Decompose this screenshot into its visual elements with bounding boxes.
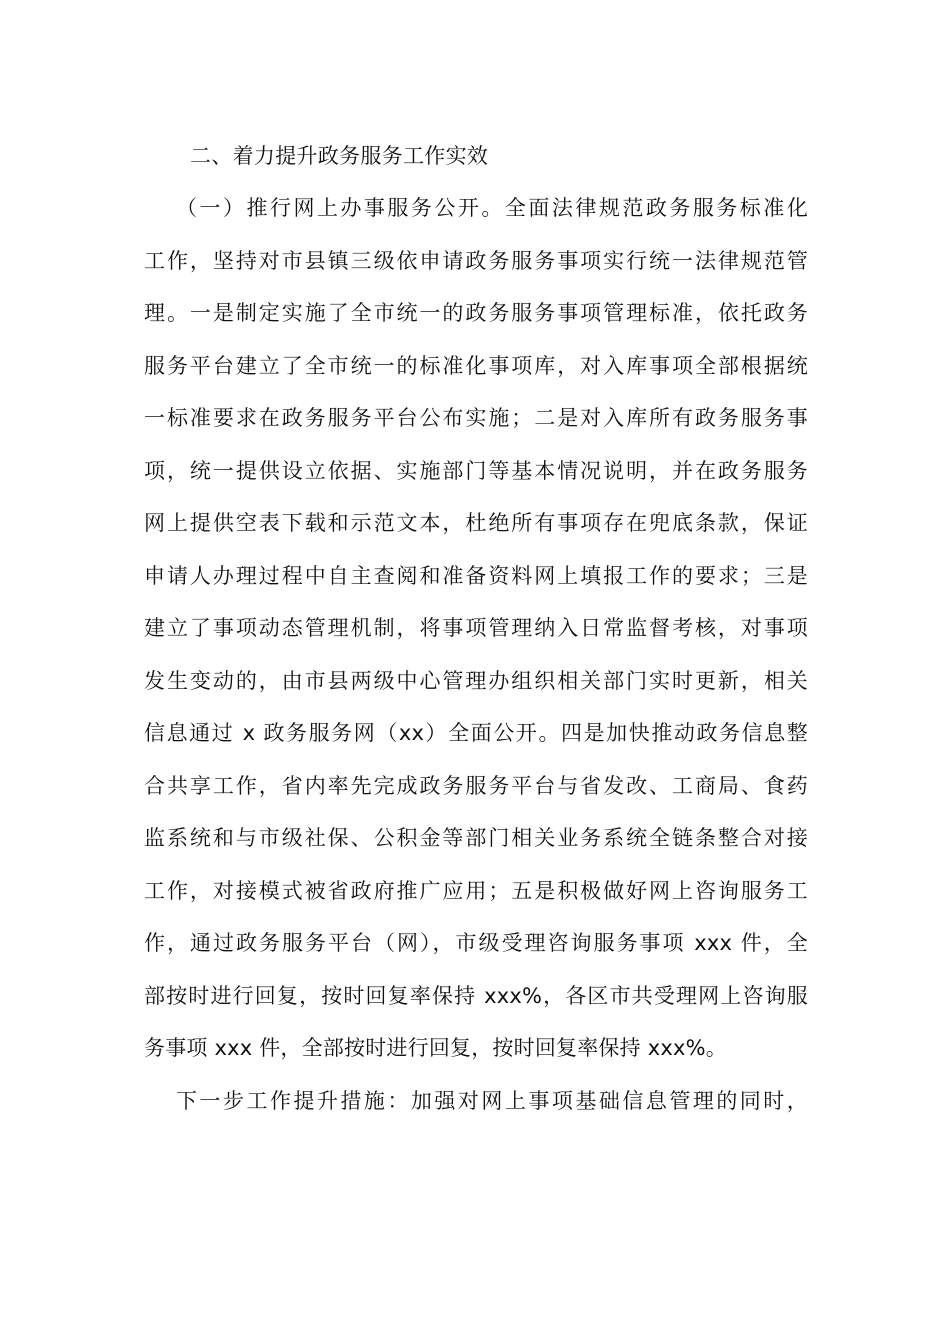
paragraph-2 bbox=[144, 1075, 808, 1128]
paragraph-line: 服务平台建立了全市统一的标准化事项库，对入库事项全部根据统 bbox=[144, 353, 808, 378]
paragraph-line: 监系统和与市级社保、公积金等部门相关业务系统全链条整合对接 bbox=[144, 826, 808, 850]
paragraph-line: 务事项 xxx 件，全部按时进行回复，按时回复率保持 xxx%。 bbox=[144, 1036, 727, 1060]
paragraph-line: 信息通过 x 政务服务网（xx）全面公开。四是加快推动政务信息整 bbox=[144, 721, 808, 745]
paragraph-line: 部按时进行回复，按时回复率保持 xxx%，各区市共受理网上咨询服 bbox=[144, 983, 808, 1008]
paragraph-line: 网上提供空表下载和示范文本，杜绝所有事项存在兜底条款，保证 bbox=[144, 511, 808, 535]
paragraph-line: 合共享工作，省内率先完成政务服务平台与省发改、工商局、食药 bbox=[144, 773, 808, 798]
paragraph-line: 工作，对接模式被省政府推广应用；五是积极做好网上咨询服务工 bbox=[144, 878, 808, 903]
paragraph-line: 下一步工作提升措施：加强对网上事项基础信息管理的同时， bbox=[176, 1088, 808, 1113]
paragraph-line: 申请人办理过程中自主查阅和准备资料网上填报工作的要求；三是 bbox=[144, 563, 808, 588]
paragraph-line: 作，通过政务服务平台（网），市级受理咨询服务事项 xxx 件，全 bbox=[144, 931, 808, 955]
section-heading: 二、着力提升政务服务工作实效 bbox=[190, 144, 489, 168]
paragraph-1 bbox=[144, 182, 808, 1075]
paragraph-line: （一）推行网上办事服务公开。全面法律规范政务服务标准化 bbox=[176, 196, 808, 220]
paragraph-line: 工作，坚持对市县镇三级依申请政务服务事项实行统一法律规范管 bbox=[144, 248, 808, 273]
paragraph-line: 建立了事项动态管理机制，将事项管理纳入日常监督考核，对事项 bbox=[144, 616, 808, 640]
paragraph-line: 一标准要求在政务服务平台公布实施；二是对入库所有政务服务事 bbox=[144, 406, 808, 430]
paragraph-line: 理。一是制定实施了全市统一的政务服务事项管理标准，依托政务 bbox=[144, 301, 808, 325]
document-body bbox=[144, 130, 808, 1127]
paragraph-line: 发生变动的，由市县两级中心管理办组织相关部门实时更新，相关 bbox=[144, 668, 808, 693]
paragraph-line: 项，统一提供设立依据、实施部门等基本情况说明，并在政务服务 bbox=[144, 458, 808, 483]
